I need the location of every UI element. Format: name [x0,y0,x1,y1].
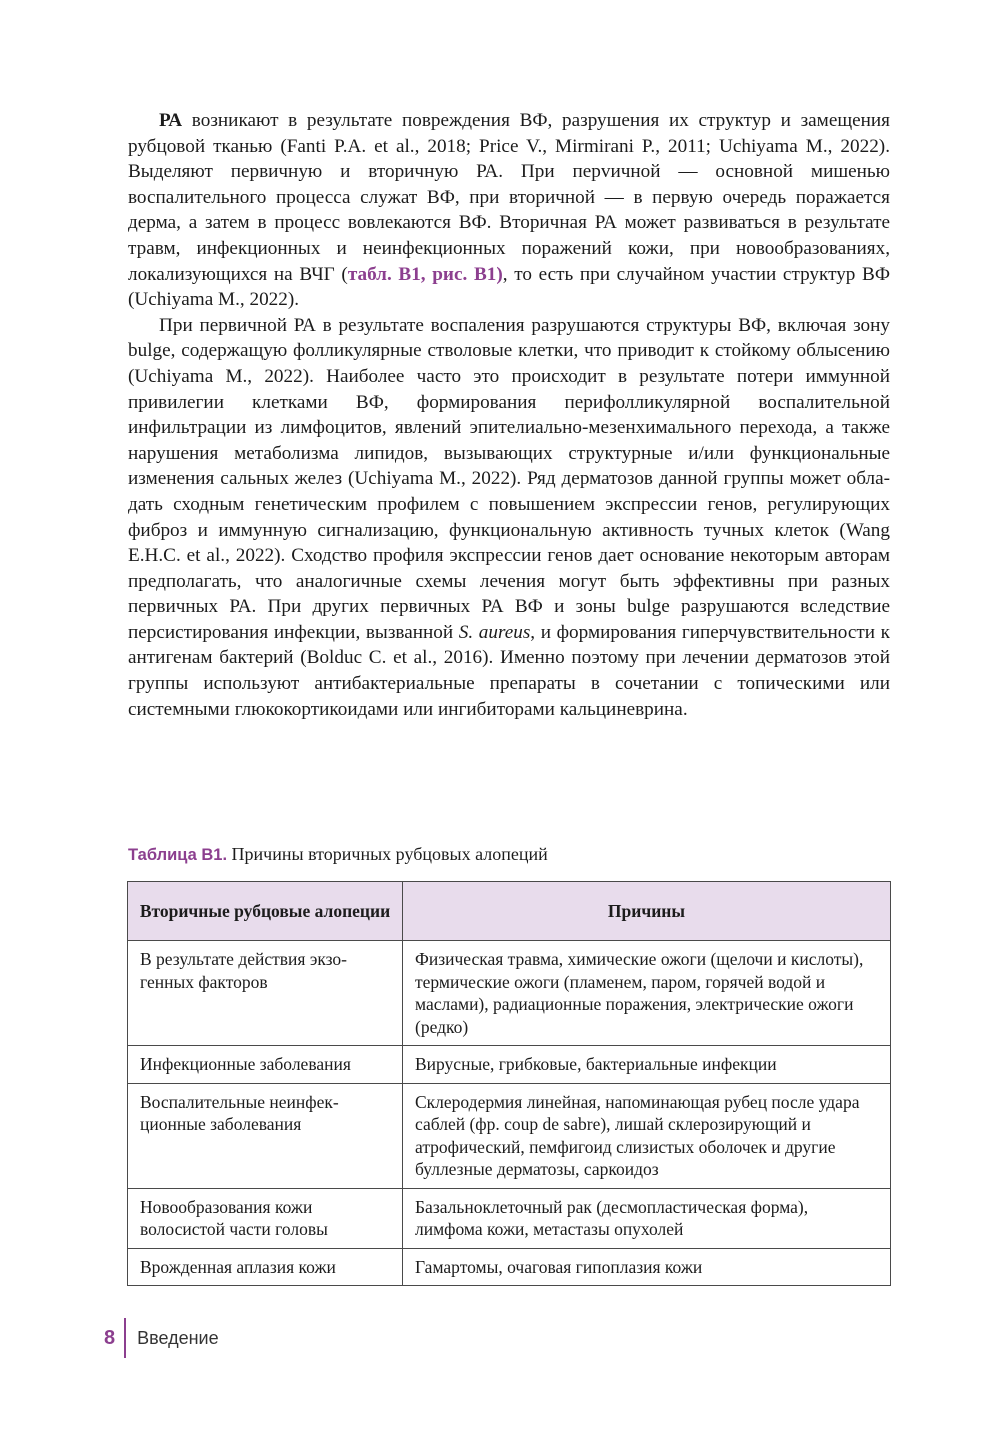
table-row [128,1248,891,1286]
paragraph-2 [128,313,890,723]
reference-separator: , [420,263,433,285]
main-text [128,108,890,722]
table-row [128,1188,891,1248]
table-cell-causes: Базальноклеточный рак (десмопластическая форма), лимфома кожи, метастазы опухолей [403,1188,891,1248]
paragraph-1-text-a: возникают в результате повреждения ВФ, разрушения их структур и замещения рубцовой тканью (Fanti P.A. et al., 2018; Price V., Mirmirani P., 2011; Uchiyama M., 2022). Выделяют первичную и вторичную РА. При перvичной — основной мишенью воспалительного процесса служат ВФ, при вторичной — в первую очередь поражается дерма, а затем в процесс вовлекаются ВФ. Вторичная РА может развиваться в результате травм, инфекционных и неинфекционных поражений кожи, при новообразованиях, локализующихся на ВЧГ ( [128,110,890,285]
table-cell-type: Новообразования кожи волосистой части головы [128,1188,403,1248]
table-cell-type: Воспалительные неинфекционные заболевания [128,1083,403,1188]
paragraph-2-text-b: , и формирования гиперчувствительности к антигенам бактерий (Bolduc C. et al., 2016). Именно поэтому при лечении дерматозов этой группы используют антибактериальные препараты в сочетании с топическими или системными глюкокортикоидами или ингибиторами кальциневрина. [128,621,890,720]
table-cell-causes: Гамартомы, очаговая гипоплазия кожи [403,1248,891,1286]
table-reference-link[interactable]: табл. В1 [347,263,421,285]
paragraph-1 [128,108,890,313]
causes-table [127,881,891,1286]
table-row [128,941,891,1046]
table-header-row [128,882,891,941]
table-row [128,1083,891,1188]
paragraph-1-text-b: , то есть при случайном участии структур ВФ (Uchiyama M., 2022). [128,263,890,311]
table-cell-type: Инфекционные заболевания [128,1046,403,1084]
table-row [128,1046,891,1084]
table-cell-causes: Склеродермия линейная, напоминающая рубец после удара саблей (фр. coup de sabre), лишай склерозирующий и атрофический, пемфигоид слизистых оболочек и другие буллезные дерматозы, саркоидоз [403,1083,891,1188]
table-cell-type: Врожденная аплазия кожи [128,1248,403,1286]
column-header-alopecia: Вторичные рубцовые алопеции [128,882,403,941]
table-caption-text: Причины вторичных рубцовых алопеций [227,844,548,864]
paragraph-2-text-a: При первичной РА в результате воспаления разрушаются структуры ВФ, включая зону bulge, содержащую фолликулярные стволовые клетки, что приводит к стойкому облысению (Uchiyama M., 2022). Наиболее часто это происходит в результате потери иммунной привилегии клетками ВФ, формирования перифолликулярной воспалительной инфильтрации из лимфоцитов, явлений эпителиально-мезенхимального перехода, а также нарушения метаболизма липидов, вызывающих структурные и/или функциональные изменения сальных желез (Uchiyama M., 2022). Ряд дерматозов данной группы может обладать сходным генетическим профилем с повышением экспрессии генов, регулирующих фиброз и иммунную сигнализацию, функциональную активность тучных клеток (Wang E.H.C. et al., 2022). Сходство профиля экспрессии генов дает основание некоторым авторам предполагать, что аналогичные схемы лечения могут быть эффективны при разных первичных РА. При других первичных РА ВФ и зоны bulge разрушаются вследствие персистирования инфекции, вызванной [128,314,890,643]
page-footer [104,1318,219,1358]
lead-term: РА [159,110,183,131]
table-caption [128,842,548,867]
table-cell-causes: Вирусные, грибковые, бактериальные инфекции [403,1046,891,1084]
table-caption-label: Таблица В1. [128,846,228,864]
section-title: Введение [137,1327,219,1348]
footer-divider [124,1318,126,1358]
table-cell-causes: Физическая травма, химические ожоги (щелочи и кислоты), термические ожоги (пламенем, паром, горячей водой и маслами), радиационные поражения, электрические ожоги (редко) [403,941,891,1046]
page-number: 8 [104,1326,116,1349]
species-name: S. aureus [458,621,531,643]
table-cell-type: В результате действия экзогенных факторов [128,941,403,1046]
column-header-causes: Причины [403,882,891,941]
figure-reference-link[interactable]: рис. В1) [432,263,503,285]
